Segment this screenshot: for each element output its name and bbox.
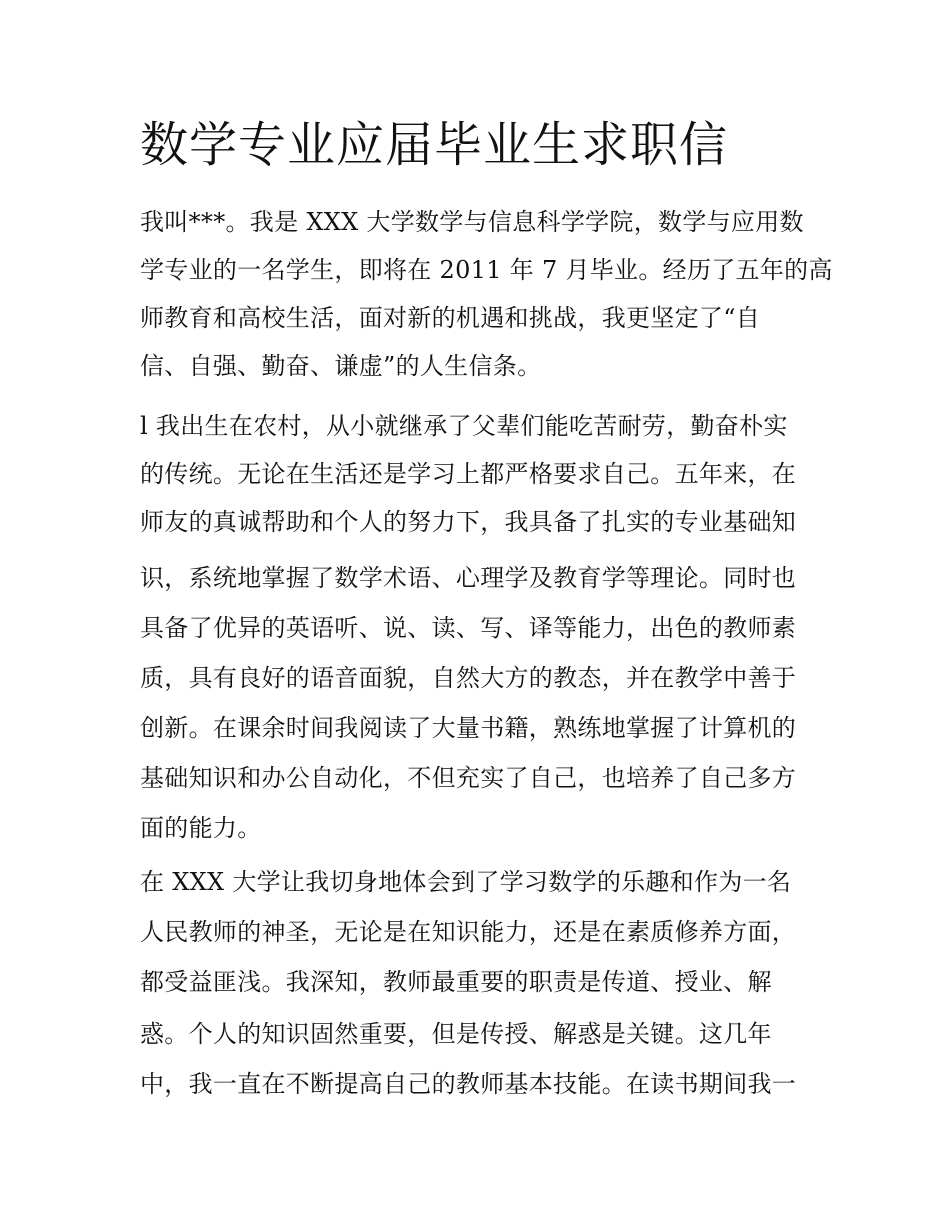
body-line-18: 中，我一直在不断提高自己的教师基本技能。在读书期间我一 [140, 1070, 797, 1098]
body-line-1: 我叫***。我是 XXX 大学数学与信息科学学院，数学与应用数 [140, 208, 804, 236]
body-line-8: 识，系统地掌握了数学术语、心理学及教育学等理论。同时也 [140, 564, 797, 592]
body-line-4: 信、自强、勤奋、谦虚”的人生信条。 [140, 352, 542, 380]
body-line-11: 创新。在课余时间我阅读了大量书籍，熟练地掌握了计算机的 [140, 714, 797, 742]
body-line-12: 基础知识和办公自动化，不但充实了自己，也培养了自己多方 [140, 764, 797, 792]
body-line-3: 师教育和高校生活，面对新的机遇和挑战，我更坚定了“自 [140, 304, 761, 332]
body-line-14: 在 XXX 大学让我切身地体会到了学习数学的乐趣和作为一名 [140, 868, 792, 896]
body-line-7: 师友的真诚帮助和个人的努力下，我具备了扎实的专业基础知 [140, 508, 797, 536]
body-line-10: 质，具有良好的语音面貌，自然大方的教态，并在教学中善于 [140, 664, 797, 692]
body-line-17: 惑。个人的知识固然重要，但是传授、解惑是关键。这几年 [140, 1020, 772, 1048]
body-line-9: 具备了优异的英语听、说、读、写、译等能力，出色的教师素 [140, 614, 797, 642]
body-line-15: 人民教师的神圣，无论是在知识能力，还是在素质修养方面， [140, 918, 797, 946]
body-line-6: 的传统。无论在生活还是学习上都严格要求自己。五年来，在 [140, 460, 797, 488]
document-title: 数学专业应届毕业生求职信 [140, 117, 729, 173]
body-line-5: l 我出生在农村，从小就继承了父辈们能吃苦耐劳，勤奋朴实 [140, 412, 788, 440]
body-line-13: 面的能力。 [140, 814, 262, 842]
body-line-16: 都受益匪浅。我深知，教师最重要的职责是传道、授业、解 [140, 968, 772, 996]
body-line-2: 学专业的一名学生，即将在 2011 年 7 月毕业。经历了五年的高 [140, 256, 833, 284]
